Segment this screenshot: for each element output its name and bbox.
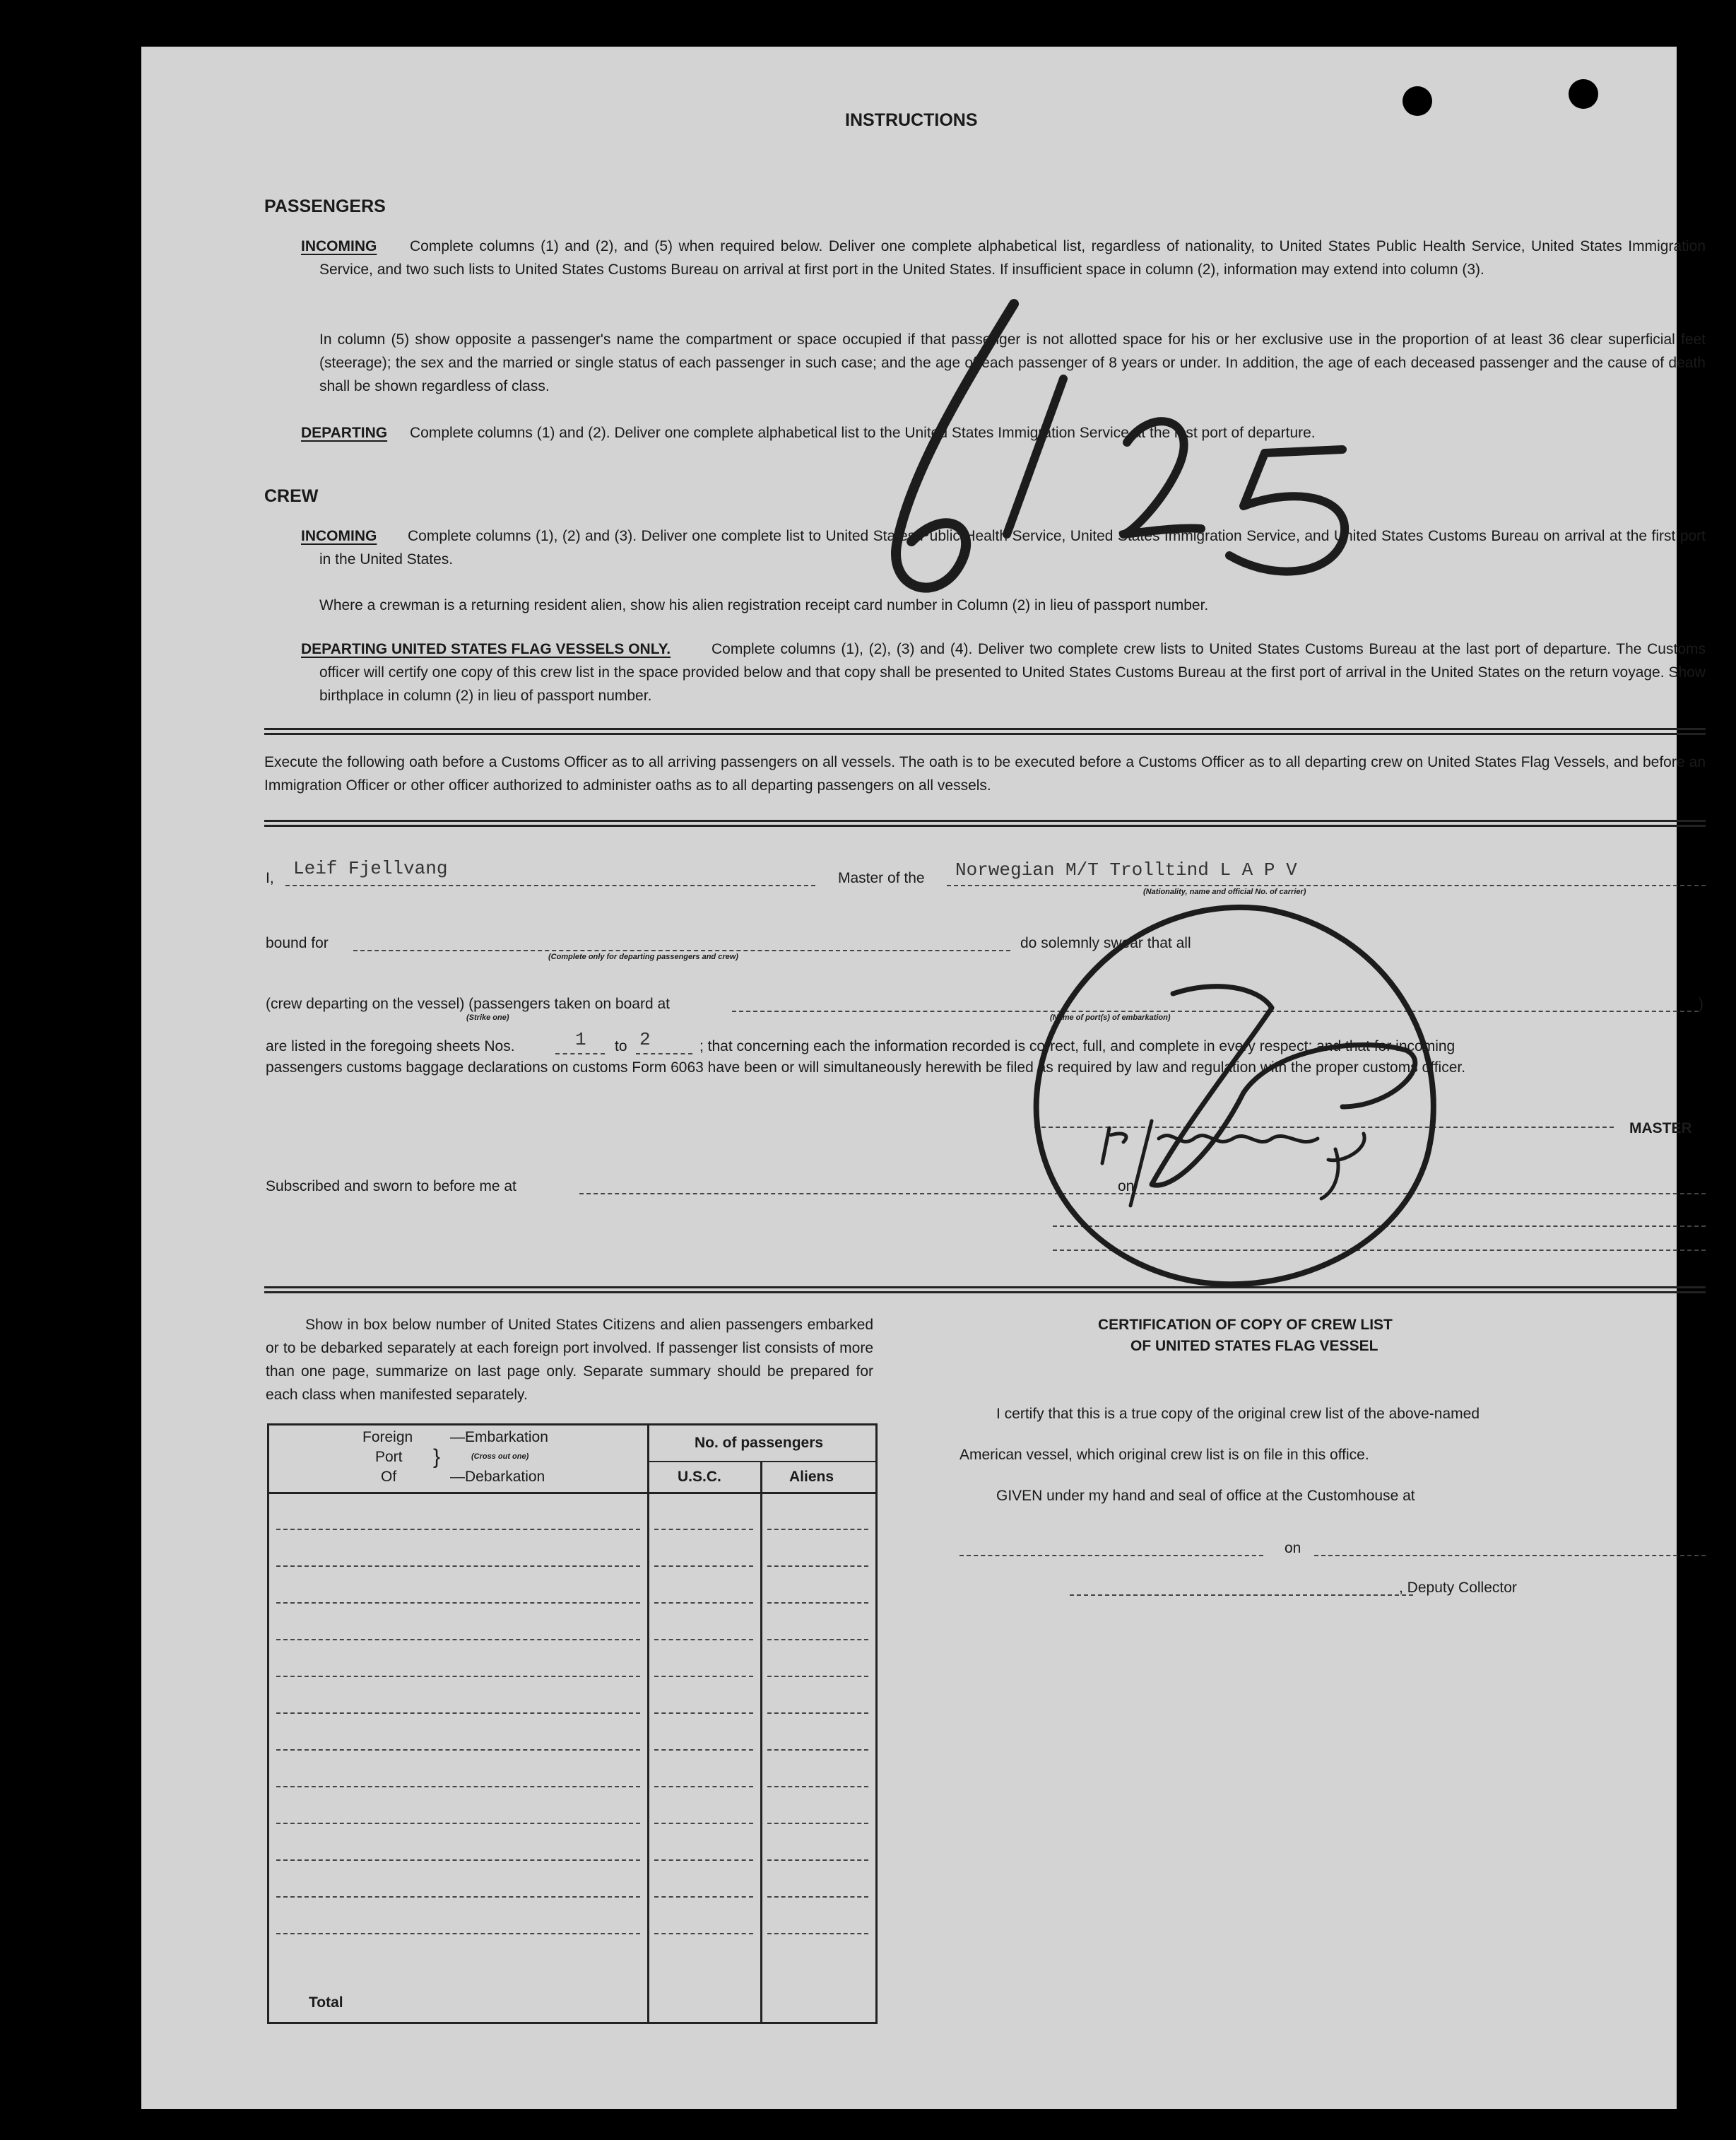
master-signature	[1102, 1121, 1364, 1206]
instructions-title: INSTRUCTIONS	[845, 110, 978, 130]
strike-note: (Strike one)	[466, 1013, 509, 1022]
port-label: Port	[375, 1449, 403, 1465]
embarkation-label: —Embarkation	[450, 1429, 548, 1445]
passengers-heading: PASSENGERS	[264, 196, 386, 216]
handwritten-five	[1229, 449, 1345, 572]
crew-departing-label: DEPARTING UNITED STATES FLAG VESSELS ONLY.	[301, 641, 671, 657]
crew-resident-text: Where a crewman is a returning resident alien, show his alien registration receipt card number in Column (2) in lieu of passport number.	[319, 597, 1209, 613]
no-passengers-label: No. of passengers	[695, 1435, 824, 1451]
bound-note: (Complete only for departing passengers and crew)	[548, 953, 738, 961]
bound-for-label: bound for	[266, 935, 329, 951]
departing-text: Complete columns (1) and (2). Deliver one complete alphabetical list to the United States Immigration Service at the last port of departure.	[410, 425, 1316, 441]
crew-incoming-label: INCOMING	[301, 528, 377, 544]
brace-icon: }	[433, 1445, 441, 1469]
handwriting-overlay	[141, 47, 1677, 2109]
on-label: on	[1118, 1178, 1135, 1194]
foreign-label: Foreign	[362, 1429, 413, 1445]
baggage-text: passengers customs baggage declarations on customs Form 6063 have been or will simultaneously herewith be filed as required by law and regulation with the proper customs officer.	[266, 1059, 1466, 1076]
certification-title-1: CERTIFICATION OF COPY OF CREW LIST	[1098, 1317, 1393, 1333]
embark-note: (Name of port(s) of embarkation)	[1050, 1013, 1171, 1022]
swear-text: do solemnly swear that all	[1020, 935, 1191, 951]
certification-title-2: OF UNITED STATES FLAG VESSEL	[1130, 1338, 1378, 1354]
departing-label: DEPARTING	[301, 425, 388, 441]
handwritten-two	[1123, 421, 1201, 534]
vessel-note: (Nationality, name and official No. of carrier)	[1143, 888, 1306, 896]
handwritten-slash	[1007, 379, 1063, 534]
listed-label: are listed in the foregoing sheets Nos.	[266, 1038, 515, 1054]
subscribed-label: Subscribed and sworn to before me at	[266, 1178, 516, 1194]
incoming-label: INCOMING	[301, 238, 377, 254]
summary-intro: Show in box below number of United States Citizens and alien passengers embarked or to be debarked separately at each foreign port involved. If passenger list consists of more than one page, summarize on last page only. Separate summary should be prepared for each class when manifested separately.	[266, 1317, 873, 1403]
listed-rest: ; that concerning each the information recorded is correct, full, and complete in every respect; and that for incoming	[699, 1038, 1455, 1054]
master-name: Leif Fjellvang	[293, 858, 448, 879]
handwritten-six	[896, 304, 1014, 588]
oath-i-label: I,	[266, 870, 274, 886]
deputy-collector-label: , Deputy Collector	[1399, 1580, 1517, 1596]
stamp-scrawl	[1152, 987, 1415, 1185]
crew-heading: CREW	[264, 486, 319, 506]
stamp-circle	[1037, 907, 1434, 1284]
sheet-to: 2	[639, 1029, 651, 1050]
master-of-label: Master of the	[838, 870, 925, 886]
vessel-name: Norwegian M/T Trolltind L A P V	[955, 859, 1297, 881]
crew-departing-oath: (crew departing on the vessel) (passengers taken on board at	[266, 996, 670, 1012]
crew-departing-text: Complete columns (1), (2), (3) and (4). Deliver two complete crew lists to United States Customs Bureau at the last port of departure. The Customs officer will certify one copy of this crew list in the space provided below and that copy shall be presented to United States Customs Bureau at the first port of arrival in the United States on the return voyage. Show birthplace in column (2) in lieu of passport number.	[319, 641, 1706, 704]
aliens-label: Aliens	[789, 1469, 834, 1485]
master-label: MASTER	[1629, 1120, 1692, 1136]
oath-intro: Execute the following oath before a Customs Officer as to all arriving passengers on all vessels. The oath is to be executed before a Customs Officer as to all departing crew on United States Flag Vessels, and before an Immigration Officer or other officer authorized to administer oaths as to all departing passengers on all vessels.	[264, 754, 1706, 794]
close-paren: )	[1699, 996, 1703, 1012]
total-label: Total	[309, 1994, 343, 2011]
to-label: to	[615, 1038, 627, 1054]
crew-incoming-text: Complete columns (1), (2) and (3). Deliver one complete list to United States Public Health Service, United States Immigration Service, and United States Customs Bureau on arrival at the first port in the United States.	[319, 528, 1706, 568]
incoming-text: Complete columns (1) and (2), and (5) when required below. Deliver one complete alphabetical list, regardless of nationality, to United States Public Health Service, United States Immigration Service, and two such lists to United States Customs Bureau on arrival at first port in the United States. If insufficient space in column (2), information may extend into column (3).	[319, 238, 1706, 278]
cross-out-note: (Cross out one)	[471, 1452, 529, 1461]
sheet-from: 1	[575, 1029, 586, 1050]
certification-line-3: GIVEN under my hand and seal of office at the Customhouse at	[996, 1488, 1415, 1504]
usc-label: U.S.C.	[678, 1469, 721, 1485]
incoming-col5-text: In column (5) show opposite a passenger's name the compartment or space occupied if that passenger is not allotted space for his or her exclusive use in the proportion of at least 36 clear superficial feet (steerage); the sex and the married or single status of each passenger in such case; and the age of each passenger of 8 years or under. In addition, the age of each deceased passenger and the cause of death shall be shown regardless of class.	[319, 331, 1706, 394]
document-page	[141, 47, 1706, 2109]
certification-line-2: American vessel, which original crew list is on file in this office.	[959, 1447, 1369, 1463]
debarkation-label: —Debarkation	[450, 1469, 545, 1485]
of-label: Of	[381, 1469, 397, 1485]
certification-on-label: on	[1285, 1540, 1301, 1556]
certification-line-1: I certify that this is a true copy of the original crew list of the above-named	[996, 1406, 1480, 1422]
